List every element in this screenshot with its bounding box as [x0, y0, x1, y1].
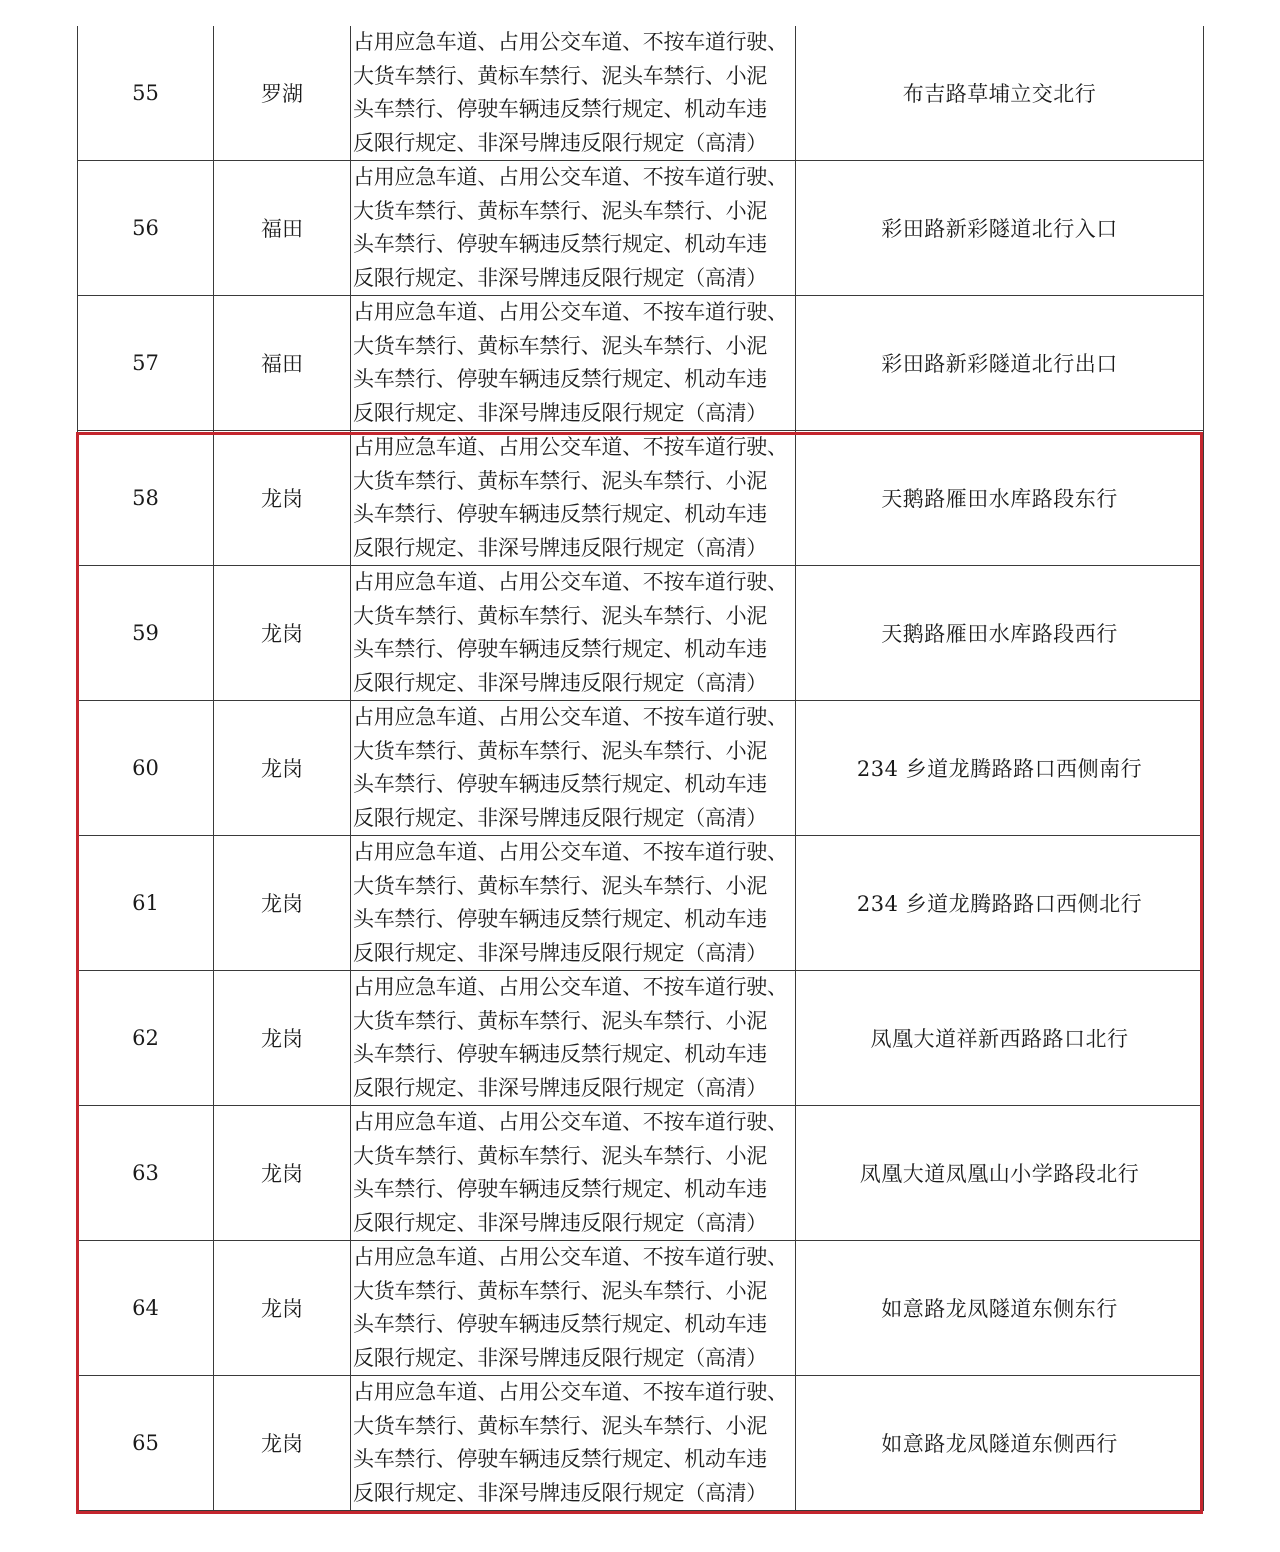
- district-cell: 福田: [214, 296, 351, 431]
- violation-line: 占用应急车道、占用公交车道、不按车道行驶、: [353, 1245, 788, 1269]
- violation-line: 大货车禁行、黄标车禁行、泥头车禁行、小泥: [353, 1143, 767, 1168]
- violation-line: 反限行规定、非深号牌违反限行规定（高清）: [353, 265, 767, 290]
- district-cell: 福田: [214, 161, 351, 296]
- location-cell: 天鹅路雁田水库路段东行: [796, 431, 1204, 566]
- row-number-cell: 63: [78, 1106, 214, 1241]
- location-cell: 彩田路新彩隧道北行入口: [796, 161, 1204, 296]
- violation-types-cell: [351, 1106, 796, 1241]
- table-row: [78, 701, 1204, 836]
- violation-line: 占用应急车道、占用公交车道、不按车道行驶、: [353, 1380, 788, 1404]
- district-cell: 龙岗: [214, 1376, 351, 1511]
- location-cell: 凤凰大道祥新西路路口北行: [796, 971, 1204, 1106]
- violation-types-cell: [351, 161, 796, 296]
- location-cell: 234 乡道龙腾路路口西侧南行: [796, 701, 1204, 836]
- camera-location-table-wrapper: [77, 26, 1203, 1511]
- violation-line: 头车禁行、停驶车辆违反禁行规定、机动车违: [353, 232, 767, 256]
- violation-line: 占用应急车道、占用公交车道、不按车道行驶、: [353, 435, 788, 459]
- violation-types-cell: [351, 296, 796, 431]
- violation-line: 反限行规定、非深号牌违反限行规定（高清）: [353, 940, 767, 965]
- row-number-cell: 59: [78, 566, 214, 701]
- violation-line: 头车禁行、停驶车辆违反禁行规定、机动车违: [353, 1042, 767, 1066]
- district-cell: 龙岗: [214, 701, 351, 836]
- violation-types-cell: [351, 566, 796, 701]
- location-cell: 234 乡道龙腾路路口西侧北行: [796, 836, 1204, 971]
- violation-line: 大货车禁行、黄标车禁行、泥头车禁行、小泥: [353, 468, 767, 493]
- table-row: [78, 1241, 1204, 1376]
- camera-location-table: [77, 26, 1204, 1511]
- violation-line: 头车禁行、停驶车辆违反禁行规定、机动车违: [353, 1312, 767, 1336]
- violation-line: 占用应急车道、占用公交车道、不按车道行驶、: [353, 165, 788, 189]
- violation-types-cell: [351, 1241, 796, 1376]
- violation-line: 头车禁行、停驶车辆违反禁行规定、机动车违: [353, 1177, 767, 1201]
- district-cell: 龙岗: [214, 566, 351, 701]
- row-number-cell: 62: [78, 971, 214, 1106]
- violation-line: 占用应急车道、占用公交车道、不按车道行驶、: [353, 975, 788, 999]
- district-cell: 龙岗: [214, 431, 351, 566]
- violation-line: 占用应急车道、占用公交车道、不按车道行驶、: [353, 1110, 788, 1134]
- violation-line: 反限行规定、非深号牌违反限行规定（高清）: [353, 805, 767, 830]
- table-row: [78, 296, 1204, 431]
- row-number-cell: 60: [78, 701, 214, 836]
- row-number-cell: 57: [78, 296, 214, 431]
- violation-line: 头车禁行、停驶车辆违反禁行规定、机动车违: [353, 1447, 767, 1471]
- violation-line: 头车禁行、停驶车辆违反禁行规定、机动车违: [353, 907, 767, 931]
- table-body: [78, 26, 1204, 1511]
- violation-types-cell: [351, 431, 796, 566]
- table-row: [78, 26, 1204, 161]
- location-cell: 如意路龙凤隧道东侧东行: [796, 1241, 1204, 1376]
- table-row: [78, 161, 1204, 296]
- row-number-cell: 65: [78, 1376, 214, 1511]
- location-cell: 彩田路新彩隧道北行出口: [796, 296, 1204, 431]
- location-cell: 凤凰大道凤凰山小学路段北行: [796, 1106, 1204, 1241]
- violation-line: 占用应急车道、占用公交车道、不按车道行驶、: [353, 705, 788, 729]
- violation-line: 反限行规定、非深号牌违反限行规定（高清）: [353, 1210, 767, 1235]
- district-cell: 龙岗: [214, 1241, 351, 1376]
- violation-line: 反限行规定、非深号牌违反限行规定（高清）: [353, 1075, 767, 1100]
- violation-line: 占用应急车道、占用公交车道、不按车道行驶、: [353, 840, 788, 864]
- district-cell: 龙岗: [214, 971, 351, 1106]
- violation-line: 大货车禁行、黄标车禁行、泥头车禁行、小泥: [353, 63, 767, 88]
- row-number-cell: 64: [78, 1241, 214, 1376]
- violation-line: 反限行规定、非深号牌违反限行规定（高清）: [353, 130, 767, 155]
- table-row: [78, 1376, 1204, 1511]
- violation-line: 占用应急车道、占用公交车道、不按车道行驶、: [353, 570, 788, 594]
- location-cell: 如意路龙凤隧道东侧西行: [796, 1376, 1204, 1511]
- location-cell: 天鹅路雁田水库路段西行: [796, 566, 1204, 701]
- violation-types-cell: [351, 26, 796, 161]
- violation-line: 大货车禁行、黄标车禁行、泥头车禁行、小泥: [353, 198, 767, 223]
- table-row: [78, 971, 1204, 1106]
- violation-line: 大货车禁行、黄标车禁行、泥头车禁行、小泥: [353, 738, 767, 763]
- row-number-cell: 56: [78, 161, 214, 296]
- table-row: [78, 1106, 1204, 1241]
- violation-types-cell: [351, 971, 796, 1106]
- district-cell: 龙岗: [214, 1106, 351, 1241]
- violation-line: 占用应急车道、占用公交车道、不按车道行驶、: [353, 300, 788, 324]
- row-number-cell: 58: [78, 431, 214, 566]
- violation-line: 头车禁行、停驶车辆违反禁行规定、机动车违: [353, 502, 767, 526]
- violation-line: 大货车禁行、黄标车禁行、泥头车禁行、小泥: [353, 1278, 767, 1303]
- violation-types-cell: [351, 1376, 796, 1511]
- violation-line: 反限行规定、非深号牌违反限行规定（高清）: [353, 535, 767, 560]
- violation-line: 大货车禁行、黄标车禁行、泥头车禁行、小泥: [353, 873, 767, 898]
- violation-line: 大货车禁行、黄标车禁行、泥头车禁行、小泥: [353, 1008, 767, 1033]
- violation-line: 头车禁行、停驶车辆违反禁行规定、机动车违: [353, 637, 767, 661]
- violation-line: 大货车禁行、黄标车禁行、泥头车禁行、小泥: [353, 333, 767, 358]
- violation-line: 反限行规定、非深号牌违反限行规定（高清）: [353, 1480, 767, 1505]
- violation-types-cell: [351, 701, 796, 836]
- violation-line: 反限行规定、非深号牌违反限行规定（高清）: [353, 400, 767, 425]
- violation-line: 头车禁行、停驶车辆违反禁行规定、机动车违: [353, 97, 767, 121]
- table-row: [78, 566, 1204, 701]
- violation-line: 反限行规定、非深号牌违反限行规定（高清）: [353, 670, 767, 695]
- district-cell: 罗湖: [214, 26, 351, 161]
- violation-line: 头车禁行、停驶车辆违反禁行规定、机动车违: [353, 367, 767, 391]
- table-row: [78, 431, 1204, 566]
- table-row: [78, 836, 1204, 971]
- violation-line: 大货车禁行、黄标车禁行、泥头车禁行、小泥: [353, 1413, 767, 1438]
- violation-types-cell: [351, 836, 796, 971]
- row-number-cell: 55: [78, 26, 214, 161]
- district-cell: 龙岗: [214, 836, 351, 971]
- violation-line: 头车禁行、停驶车辆违反禁行规定、机动车违: [353, 772, 767, 796]
- row-number-cell: 61: [78, 836, 214, 971]
- location-cell: 布吉路草埔立交北行: [796, 26, 1204, 161]
- violation-line: 大货车禁行、黄标车禁行、泥头车禁行、小泥: [353, 603, 767, 628]
- violation-line: 反限行规定、非深号牌违反限行规定（高清）: [353, 1345, 767, 1370]
- violation-line: 占用应急车道、占用公交车道、不按车道行驶、: [353, 30, 788, 54]
